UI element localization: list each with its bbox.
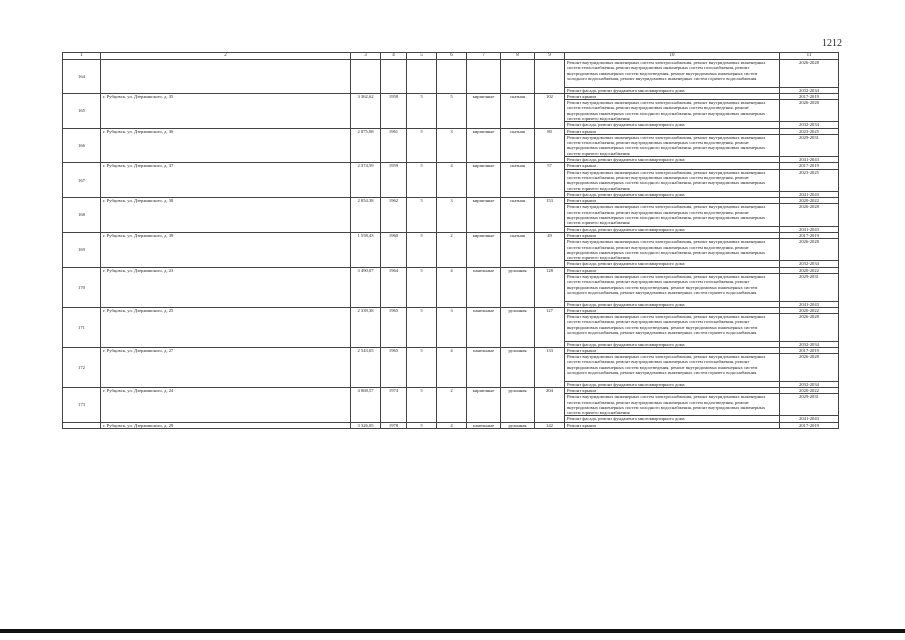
- cell-work-type: Ремонт фасада, ремонт фундамента многоквартирного дома: [565, 341, 780, 347]
- table-row: [63, 60, 839, 88]
- cell-work-years: 2026-2028: [780, 354, 839, 382]
- cell-entrances: 2: [437, 232, 467, 267]
- table-row: [63, 422, 839, 428]
- cell-work-years: 2032-2034: [780, 87, 839, 93]
- cell-floors: 5: [407, 198, 437, 233]
- column-header-8: 8: [501, 53, 535, 60]
- cell-work-type: Ремонт крыши: [565, 387, 780, 393]
- cell-work-type: Ремонт крыши: [565, 93, 780, 99]
- cell-work-years: 2017-2019: [780, 422, 839, 428]
- cell-area: 2 543,05: [351, 347, 381, 387]
- cell-work-years: 2032-2034: [780, 341, 839, 347]
- cell-work-type: Ремонт фасада, ремонт фундамента многоквартирного дома: [565, 381, 780, 387]
- cell-wall: панельные: [467, 307, 501, 347]
- column-header-2: 2: [101, 53, 351, 60]
- cell-work-type: Ремонт внутридомовых инженерных систем электроснабжения, ремонт внутридомовых инженерных систем теплоснабжения, ремонт внутридомовых инженерных систем водоотведения, ремонт внутридомовых инженерных систем холодного водоснабжения, ремонт внутридомовых инженерных систем горячего водоснабжения: [565, 134, 780, 156]
- cell-work-type: Ремонт внутридомовых инженерных систем электроснабжения, ремонт внутридомовых инженерных систем теплоснабжения, ремонт внутридомовых инженерных систем водоотведения, ремонт внутридомовых инженерных систем холодного водоснабжения, ремонт внутридомовых инженерных систем горячего водоснабжения: [565, 204, 780, 226]
- cell-entrances: 3: [437, 198, 467, 233]
- cell-year: 1959: [381, 163, 407, 198]
- cell-year: 1974: [381, 387, 407, 422]
- cell-apts: 153: [535, 198, 565, 233]
- row-number: 171: [63, 307, 101, 347]
- cell-wall: кирпичные: [467, 387, 501, 422]
- cell-area: 2 875,08: [351, 128, 381, 163]
- cell-apts: 128: [535, 267, 565, 307]
- cell-work-type: Ремонт фасада, ремонт фундамента многоквартирного дома: [565, 122, 780, 128]
- cell-roof: рулонная: [501, 347, 535, 387]
- cell-work-years: 2041-2043: [780, 226, 839, 232]
- cell-area: 2 854,38: [351, 198, 381, 233]
- cell-wall: кирпичные: [467, 163, 501, 198]
- cell-work-years: 2032-2034: [780, 381, 839, 387]
- cell-work-type: Ремонт внутридомовых инженерных систем электроснабжения, ремонт внутридомовых инженерных систем теплоснабжения, ремонт внутридомовых инженерных систем водоотведения, ремонт внутридомовых инженерных систем холодного водоснабжения, ремонт внутридомовых инженерных систем горячего водоснабжения: [565, 239, 780, 261]
- cell-entrances: 4: [437, 163, 467, 198]
- cell-work-years: 2020-2022: [780, 267, 839, 273]
- cell-work-type: Ремонт крыши: [565, 347, 780, 353]
- cell-work-years: 2032-2034: [780, 122, 839, 128]
- cell-roof: скатная: [501, 198, 535, 233]
- cell-work-type: Ремонт фасада, ремонт фундамента многоквартирного дома: [565, 191, 780, 197]
- cell-apts: 49: [535, 232, 565, 267]
- cell-floors: 5: [407, 93, 437, 128]
- cell-apts: 133: [535, 347, 565, 387]
- cell-wall: кирпичные: [467, 128, 501, 163]
- cell-apts: 204: [535, 387, 565, 422]
- cell-year: [381, 60, 407, 94]
- cell-work-years: 2041-2043: [780, 416, 839, 422]
- cell-year: 1961: [381, 128, 407, 163]
- column-header-9: 9: [535, 53, 565, 60]
- cell-work-years: 2026-2028: [780, 314, 839, 342]
- column-header-4: 4: [381, 53, 407, 60]
- column-header-1: 1: [63, 53, 101, 60]
- cell-work-type: Ремонт внутридомовых инженерных систем электроснабжения, ремонт внутридомовых инженерных систем теплоснабжения, ремонт внутридомовых инженерных систем водоотведения, ремонт внутридомовых инженерных систем холодного водоснабжения, ремонт внутридомовых инженерных систем горячего водоснабжения: [565, 169, 780, 191]
- cell-entrances: 5: [437, 93, 467, 128]
- cell-work-years: 2026-2028: [780, 100, 839, 122]
- cell-work-years: 2020-2022: [780, 307, 839, 313]
- cell-apts: 102: [535, 93, 565, 128]
- cell-area: 1 558,43: [351, 232, 381, 267]
- cell-roof: скатная: [501, 128, 535, 163]
- column-header-6: 6: [437, 53, 467, 60]
- cell-floors: 5: [407, 307, 437, 347]
- cell-wall: кирпичные: [467, 93, 501, 128]
- cell-work-type: Ремонт крыши: [565, 128, 780, 134]
- cell-work-years: 2020-2022: [780, 198, 839, 204]
- cell-work-type: Ремонт внутридомовых инженерных систем электроснабжения, ремонт внутридомовых инженерных систем теплоснабжения, ремонт внутридомовых инженерных систем водоотведения, ремонт внутридомовых инженерных систем холодного водоснабжения, ремонт внутридомовых инженерных систем горячего водоснабжения: [565, 394, 780, 416]
- cell-work-years: 2041-2043: [780, 301, 839, 307]
- row-number: 172: [63, 347, 101, 387]
- cell-floors: 5: [407, 128, 437, 163]
- cell-area: 3 326,05: [351, 422, 381, 428]
- column-number-header: [63, 53, 839, 60]
- cell-address: г. Рубцовск, ул. Дзержинского, д. 35: [101, 93, 351, 128]
- cell-work-years: 2029-2031: [780, 394, 839, 416]
- cell-work-years: 2041-2043: [780, 157, 839, 163]
- capital-repair-register-table: [62, 52, 839, 429]
- cell-work-type: Ремонт внутридомовых инженерных систем электроснабжения, ремонт внутридомовых инженерных систем теплоснабжения, ремонт внутридомовых инженерных систем водоотведения, ремонт внутридомовых инженерных систем холодного водоснабжения, ремонт внутридомовых инженерных систем горячего водоснабжения: [565, 100, 780, 122]
- cell-floors: 5: [407, 232, 437, 267]
- cell-roof: скатная: [501, 93, 535, 128]
- cell-address: г. Рубцовск, ул. Дзержинского, д. 25: [101, 307, 351, 347]
- cell-work-type: Ремонт крыши: [565, 163, 780, 169]
- cell-work-years: 2023-2025: [780, 128, 839, 134]
- cell-area: 3 490,07: [351, 267, 381, 307]
- cell-entrances: [437, 60, 467, 94]
- row-number: 164: [63, 60, 101, 94]
- cell-work-type: Ремонт внутридомовых инженерных систем электроснабжения, ремонт внутридомовых инженерных систем теплоснабжения, ремонт внутридомовых инженерных систем газоснабжения, ремонт внутридомовых инженерных систем водоотведения, ремонт внутридомовых инженерных систем холодного водоснабжения, ремонт внутридомовых инженерных систем горячего водоснабжения: [565, 274, 780, 302]
- cell-roof: скатная: [501, 232, 535, 267]
- cell-entrances: 4: [437, 347, 467, 387]
- cell-work-type: Ремонт внутридомовых инженерных систем электроснабжения, ремонт внутридомовых инженерных систем теплоснабжения, ремонт внутридомовых инженерных систем газоснабжения, ремонт внутридомовых инженерных систем водоотведения, ремонт внутридомовых инженерных систем холодного водоснабжения, ремонт внутридомовых инженерных систем горячего водоснабжения: [565, 314, 780, 342]
- row-number: 167: [63, 163, 101, 198]
- cell-work-type: Ремонт крыши: [565, 307, 780, 313]
- cell-address: г. Рубцовск, ул. Дзержинского, д. 37: [101, 163, 351, 198]
- cell-floors: 5: [407, 422, 437, 428]
- cell-roof: скатная: [501, 163, 535, 198]
- cell-work-years: 2017-2019: [780, 163, 839, 169]
- cell-area: [351, 60, 381, 94]
- cell-wall: панельные: [467, 267, 501, 307]
- cell-work-years: 2032-2034: [780, 261, 839, 267]
- cell-floors: 5: [407, 163, 437, 198]
- cell-roof: рулонная: [501, 267, 535, 307]
- cell-apts: [535, 60, 565, 94]
- cell-area: 2 374,59: [351, 163, 381, 198]
- cell-work-type: Ремонт фасада, ремонт фундамента многоквартирного дома: [565, 157, 780, 163]
- cell-address: г. Рубцовск, ул. Дзержинского, д. 23: [101, 267, 351, 307]
- cell-entrances: 4: [437, 422, 467, 428]
- cell-address: г. Рубцовск, ул. Дзержинского, д. 24: [101, 387, 351, 422]
- cell-work-years: 2029-2031: [780, 274, 839, 302]
- cell-work-type: Ремонт фасада, ремонт фундамента многоквартирного дома: [565, 301, 780, 307]
- cell-floors: 5: [407, 347, 437, 387]
- cell-wall: панельные: [467, 347, 501, 387]
- cell-wall: панельные: [467, 422, 501, 428]
- cell-year: 1965: [381, 347, 407, 387]
- cell-work-type: Ремонт фасада, ремонт фундамента многоквартирного дома: [565, 416, 780, 422]
- cell-work-years: 2029-2031: [780, 134, 839, 156]
- cell-work-years: 2020-2022: [780, 387, 839, 393]
- cell-roof: рулонная: [501, 307, 535, 347]
- cell-entrances: 4: [437, 267, 467, 307]
- cell-wall: кирпичные: [467, 198, 501, 233]
- row-number: [63, 422, 101, 428]
- cell-work-type: Ремонт крыши: [565, 267, 780, 273]
- cell-floors: 5: [407, 267, 437, 307]
- cell-wall: кирпичные: [467, 232, 501, 267]
- cell-area: 4 868,57: [351, 387, 381, 422]
- cell-work-years: 2017-2019: [780, 347, 839, 353]
- cell-floors: 5: [407, 387, 437, 422]
- cell-address: г. Рубцовск, ул. Дзержинского, д. 29: [101, 422, 351, 428]
- cell-work-type: Ремонт внутридомовых инженерных систем электроснабжения, ремонт внутридомовых инженерных систем теплоснабжения, ремонт внутридомовых инженерных систем газоснабжения, ремонт внутридомовых инженерных систем водоотведения, ремонт внутридомовых инженерных систем холодного водоснабжения, ремонт внутридомовых инженерных систем горячего водоснабжения: [565, 354, 780, 382]
- cell-address: г. Рубцовск, ул. Дзержинского, д. 36: [101, 128, 351, 163]
- cell-work-years: 2026-2028: [780, 204, 839, 226]
- cell-year: 1964: [381, 267, 407, 307]
- cell-entrances: 2: [437, 387, 467, 422]
- cell-entrances: 3: [437, 128, 467, 163]
- row-number: 169: [63, 232, 101, 267]
- cell-work-type: Ремонт крыши: [565, 422, 780, 428]
- column-header-7: 7: [467, 53, 501, 60]
- cell-apts: 127: [535, 307, 565, 347]
- cell-work-years: 2023-2025: [780, 169, 839, 191]
- cell-work-years: 2026-2028: [780, 239, 839, 261]
- cell-work-type: Ремонт фасада, ремонт фундамента многоквартирного дома: [565, 226, 780, 232]
- cell-year: 1960: [381, 232, 407, 267]
- page-number: 1212: [822, 38, 842, 49]
- cell-work-years: 2026-2028: [780, 60, 839, 88]
- cell-work-type: Ремонт фасада, ремонт фундамента многоквартирного дома: [565, 87, 780, 93]
- cell-address: г. Рубцовск, ул. Дзержинского, д. 39: [101, 232, 351, 267]
- cell-address: г. Рубцовск, ул. Дзержинского, д. 27: [101, 347, 351, 387]
- cell-year: 1958: [381, 93, 407, 128]
- cell-roof: рулонная: [501, 422, 535, 428]
- cell-year: 1962: [381, 198, 407, 233]
- cell-area: 3 362,62: [351, 93, 381, 128]
- cell-work-type: Ремонт фасада, ремонт фундамента многоквартирного дома: [565, 261, 780, 267]
- table-body: [63, 53, 839, 429]
- cell-area: 2 339,38: [351, 307, 381, 347]
- cell-roof: [501, 60, 535, 94]
- row-number: 168: [63, 198, 101, 233]
- cell-floors: [407, 60, 437, 94]
- column-header-5: 5: [407, 53, 437, 60]
- cell-year: 1978: [381, 422, 407, 428]
- column-header-3: 3: [351, 53, 381, 60]
- cell-apts: 80: [535, 128, 565, 163]
- cell-work-years: 2017-2019: [780, 93, 839, 99]
- cell-year: 1965: [381, 307, 407, 347]
- cell-apts: 142: [535, 422, 565, 428]
- cell-work-years: 2017-2019: [780, 232, 839, 238]
- row-number: 173: [63, 387, 101, 422]
- cell-address: г. Рубцовск, ул. Дзержинского, д. 38: [101, 198, 351, 233]
- scan-edge-bar: [0, 629, 905, 633]
- cell-wall: [467, 60, 501, 94]
- cell-work-type: Ремонт крыши: [565, 232, 780, 238]
- row-number: 166: [63, 128, 101, 163]
- cell-work-type: Ремонт крыши: [565, 198, 780, 204]
- row-number: 165: [63, 93, 101, 128]
- cell-work-type: Ремонт внутридомовых инженерных систем электроснабжения, ремонт внутридомовых инженерных систем теплоснабжения, ремонт внутридомовых инженерных систем газоснабжения, ремонт внутридомовых инженерных систем водоотведения, ремонт внутридомовых инженерных систем холодного водоснабжения, ремонт внутридомовых инженерных систем горячего водоснабжения: [565, 60, 780, 88]
- column-header-10: 10: [565, 53, 780, 60]
- cell-work-years: 2041-2043: [780, 191, 839, 197]
- row-number: 170: [63, 267, 101, 307]
- cell-apts: 57: [535, 163, 565, 198]
- cell-entrances: 3: [437, 307, 467, 347]
- cell-roof: рулонная: [501, 387, 535, 422]
- cell-address: [101, 60, 351, 94]
- column-header-11: 11: [780, 53, 839, 60]
